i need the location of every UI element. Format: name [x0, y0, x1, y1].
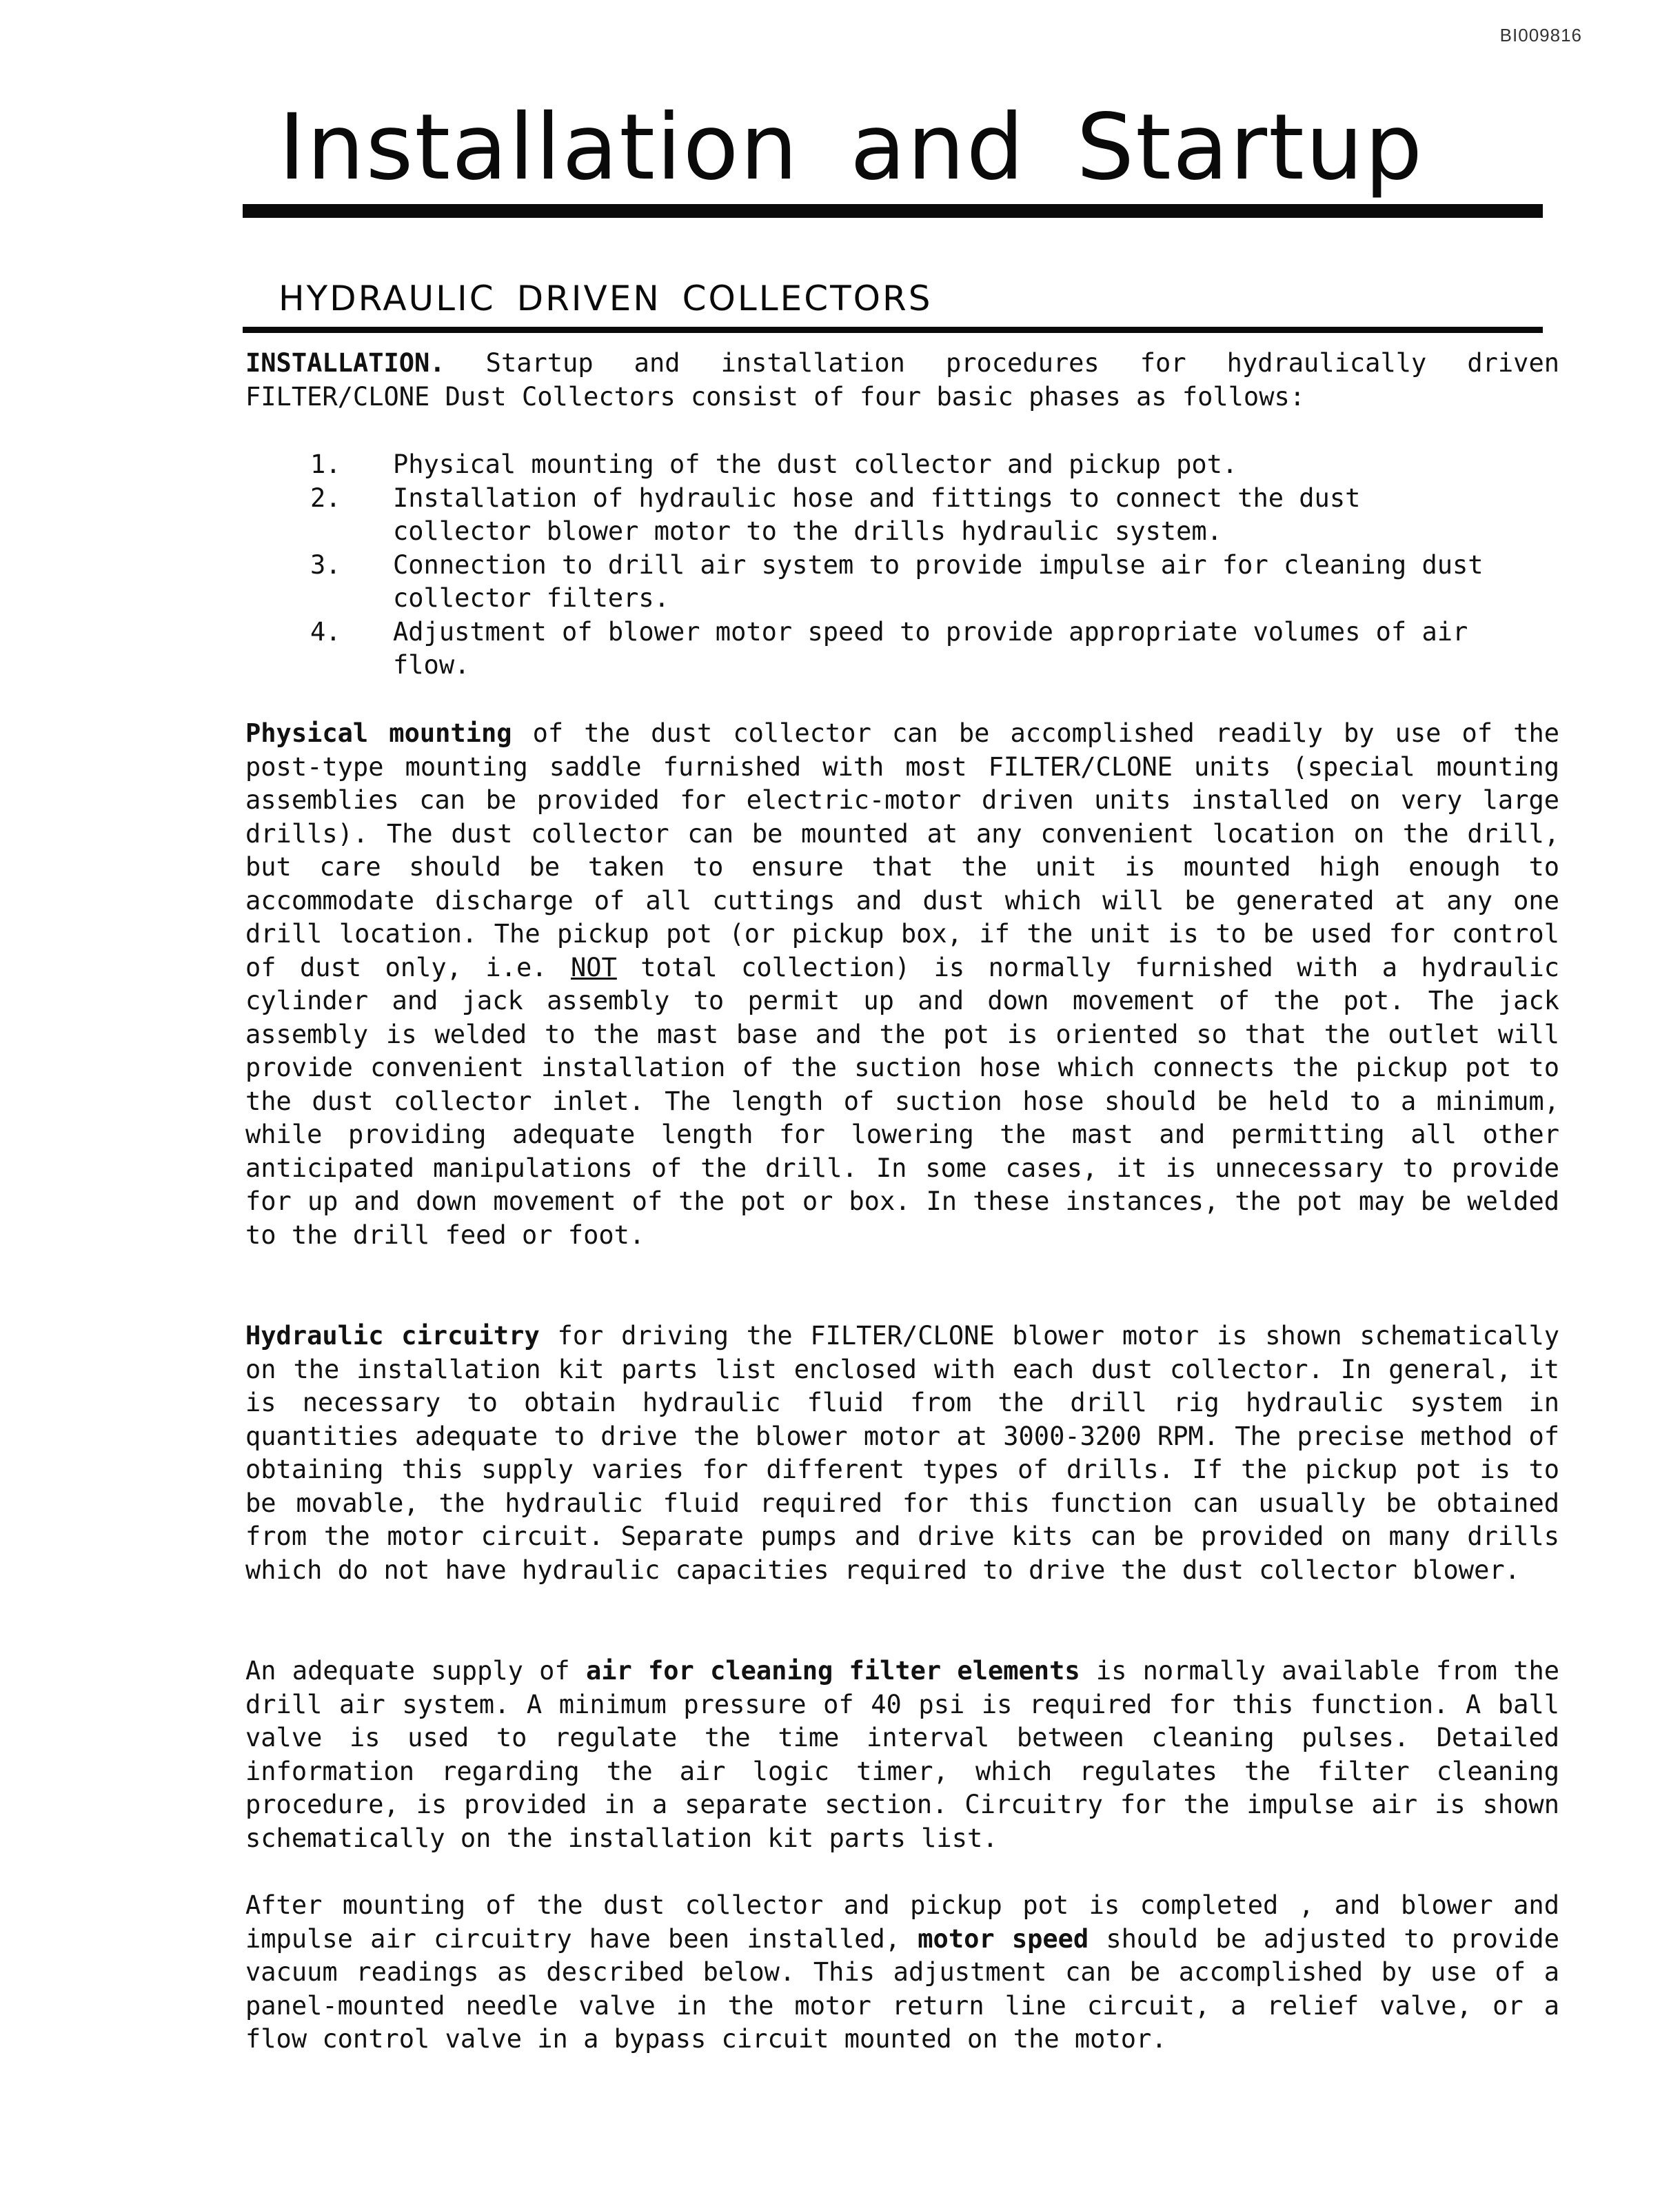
- after-text-a: After mounting of the dust collector and pickup pot is completed , and blower and impulse air circuitry have been installed,: [245, 1890, 1559, 1954]
- step-text: Installation of hydraulic hose and fittings to connect the dust collector blower motor to the drills hydraulic system.: [393, 483, 1361, 546]
- list-item: [310, 549, 1496, 616]
- step-text: Physical mounting of the dust collector and pickup pot.: [393, 449, 1238, 479]
- list-item: [310, 616, 1496, 683]
- after-text-b: should be adjusted to provide vacuum readings as described below. This adjustment can be accomplished by use of a panel-mounted needle valve in the motor return line circuit, a relief valve, or a flow control valve in a bypass circuit mounted on the motor.: [245, 1923, 1559, 2054]
- intro-paragraph: [245, 347, 1559, 414]
- air-text-a: An adequate supply of: [245, 1656, 586, 1686]
- title-rule: [243, 204, 1543, 218]
- hydraulic-paragraph: [245, 1320, 1559, 1587]
- step-number: 4.: [310, 616, 341, 647]
- step-text: Connection to drill air system to provide impulse air for cleaning dust collector filters.: [393, 549, 1484, 613]
- page-title: Installation and Startup: [279, 94, 1424, 201]
- list-item: [310, 482, 1496, 549]
- air-paragraph: [245, 1655, 1559, 1855]
- document-id: BI009816: [1499, 25, 1582, 46]
- hydraulic-lead: Hydraulic circuitry: [245, 1321, 540, 1351]
- list-item: [310, 448, 1496, 482]
- after-lead: motor speed: [918, 1923, 1089, 1954]
- hydraulic-text: for driving the FILTER/CLONE blower motor is shown schematically on the installation kit parts list enclosed with each dust collector. In general, it is necessary to obtain hydraulic fluid from the drill rig hydraulic system in quantities adequate to drive the blower motor at 3000-3200 RPM. The precise method of obtaining this supply varies for different types of drills. If the pickup pot is to be movable, the hydraulic fluid required for this function can usually be obtained from the motor circuit. Separate pumps and drive kits can be provided on many drills which do not have hydraulic capacities required to drive the dust collector blower.: [245, 1321, 1559, 1585]
- intro-text: Startup and installation procedures for hydraulically driven FILTER/CLONE Dust Collectors consist of four basic phases as follows:: [245, 348, 1559, 412]
- mounting-text-a: of the dust collector can be accomplished readily by use of the post-type mounting saddle furnished with most FILTER/CLONE units (special mounting assemblies can be provided for electric-motor driven units installed on very large drills). The dust collector can be mounted at any convenient location on the drill, but care should be taken to ensure that the unit is mounted high enough to accommodate discharge of all cuttings and dust which will be generated at any one drill location. The pickup pot (or pickup box, if the unit is to be used for control of dust only, i.e.: [245, 718, 1559, 982]
- intro-lead: INSTALLATION.: [245, 348, 445, 378]
- after-paragraph: [245, 1889, 1559, 2056]
- step-text: Adjustment of blower motor speed to provide appropriate volumes of air flow.: [393, 616, 1468, 680]
- section-rule: [243, 327, 1543, 333]
- mounting-emphasis: NOT: [570, 952, 617, 982]
- mounting-text-b: total collection) is normally furnished with a hydraulic cylinder and jack assembly to permit up and down movement of the pot. The jack assembly is welded to the mast base and the pot is oriented so that the outlet will provide convenient installation of the suction hose which connects the pickup pot to the dust collector inlet. The length of suction hose should be held to a minimum, while providing adequate length for lowering the mast and permitting all other anticipated manipulations of the drill. In some cases, it is unnecessary to provide for up and down movement of the pot or box. In these instances, the pot may be welded to the drill feed or foot.: [245, 952, 1559, 1250]
- air-lead: air for cleaning filter elements: [585, 1656, 1080, 1686]
- air-text-b: is normally available from the drill air system. A minimum pressure of 40 psi is required for this function. A ball valve is used to regulate the time interval between cleaning pulses. Detailed information regarding the air logic timer, which regulates the filter cleaning procedure, is provided in a separate section. Circuitry for the impulse air is shown schematically on the installation kit parts list.: [245, 1656, 1559, 1853]
- step-number: 1.: [310, 449, 341, 479]
- steps-list: [310, 448, 1496, 683]
- section-heading: HYDRAULIC DRIVEN COLLECTORS: [279, 279, 933, 319]
- step-number: 3.: [310, 549, 341, 580]
- mounting-paragraph: [245, 717, 1559, 1252]
- step-number: 2.: [310, 483, 341, 513]
- mounting-lead: Physical mounting: [245, 718, 512, 748]
